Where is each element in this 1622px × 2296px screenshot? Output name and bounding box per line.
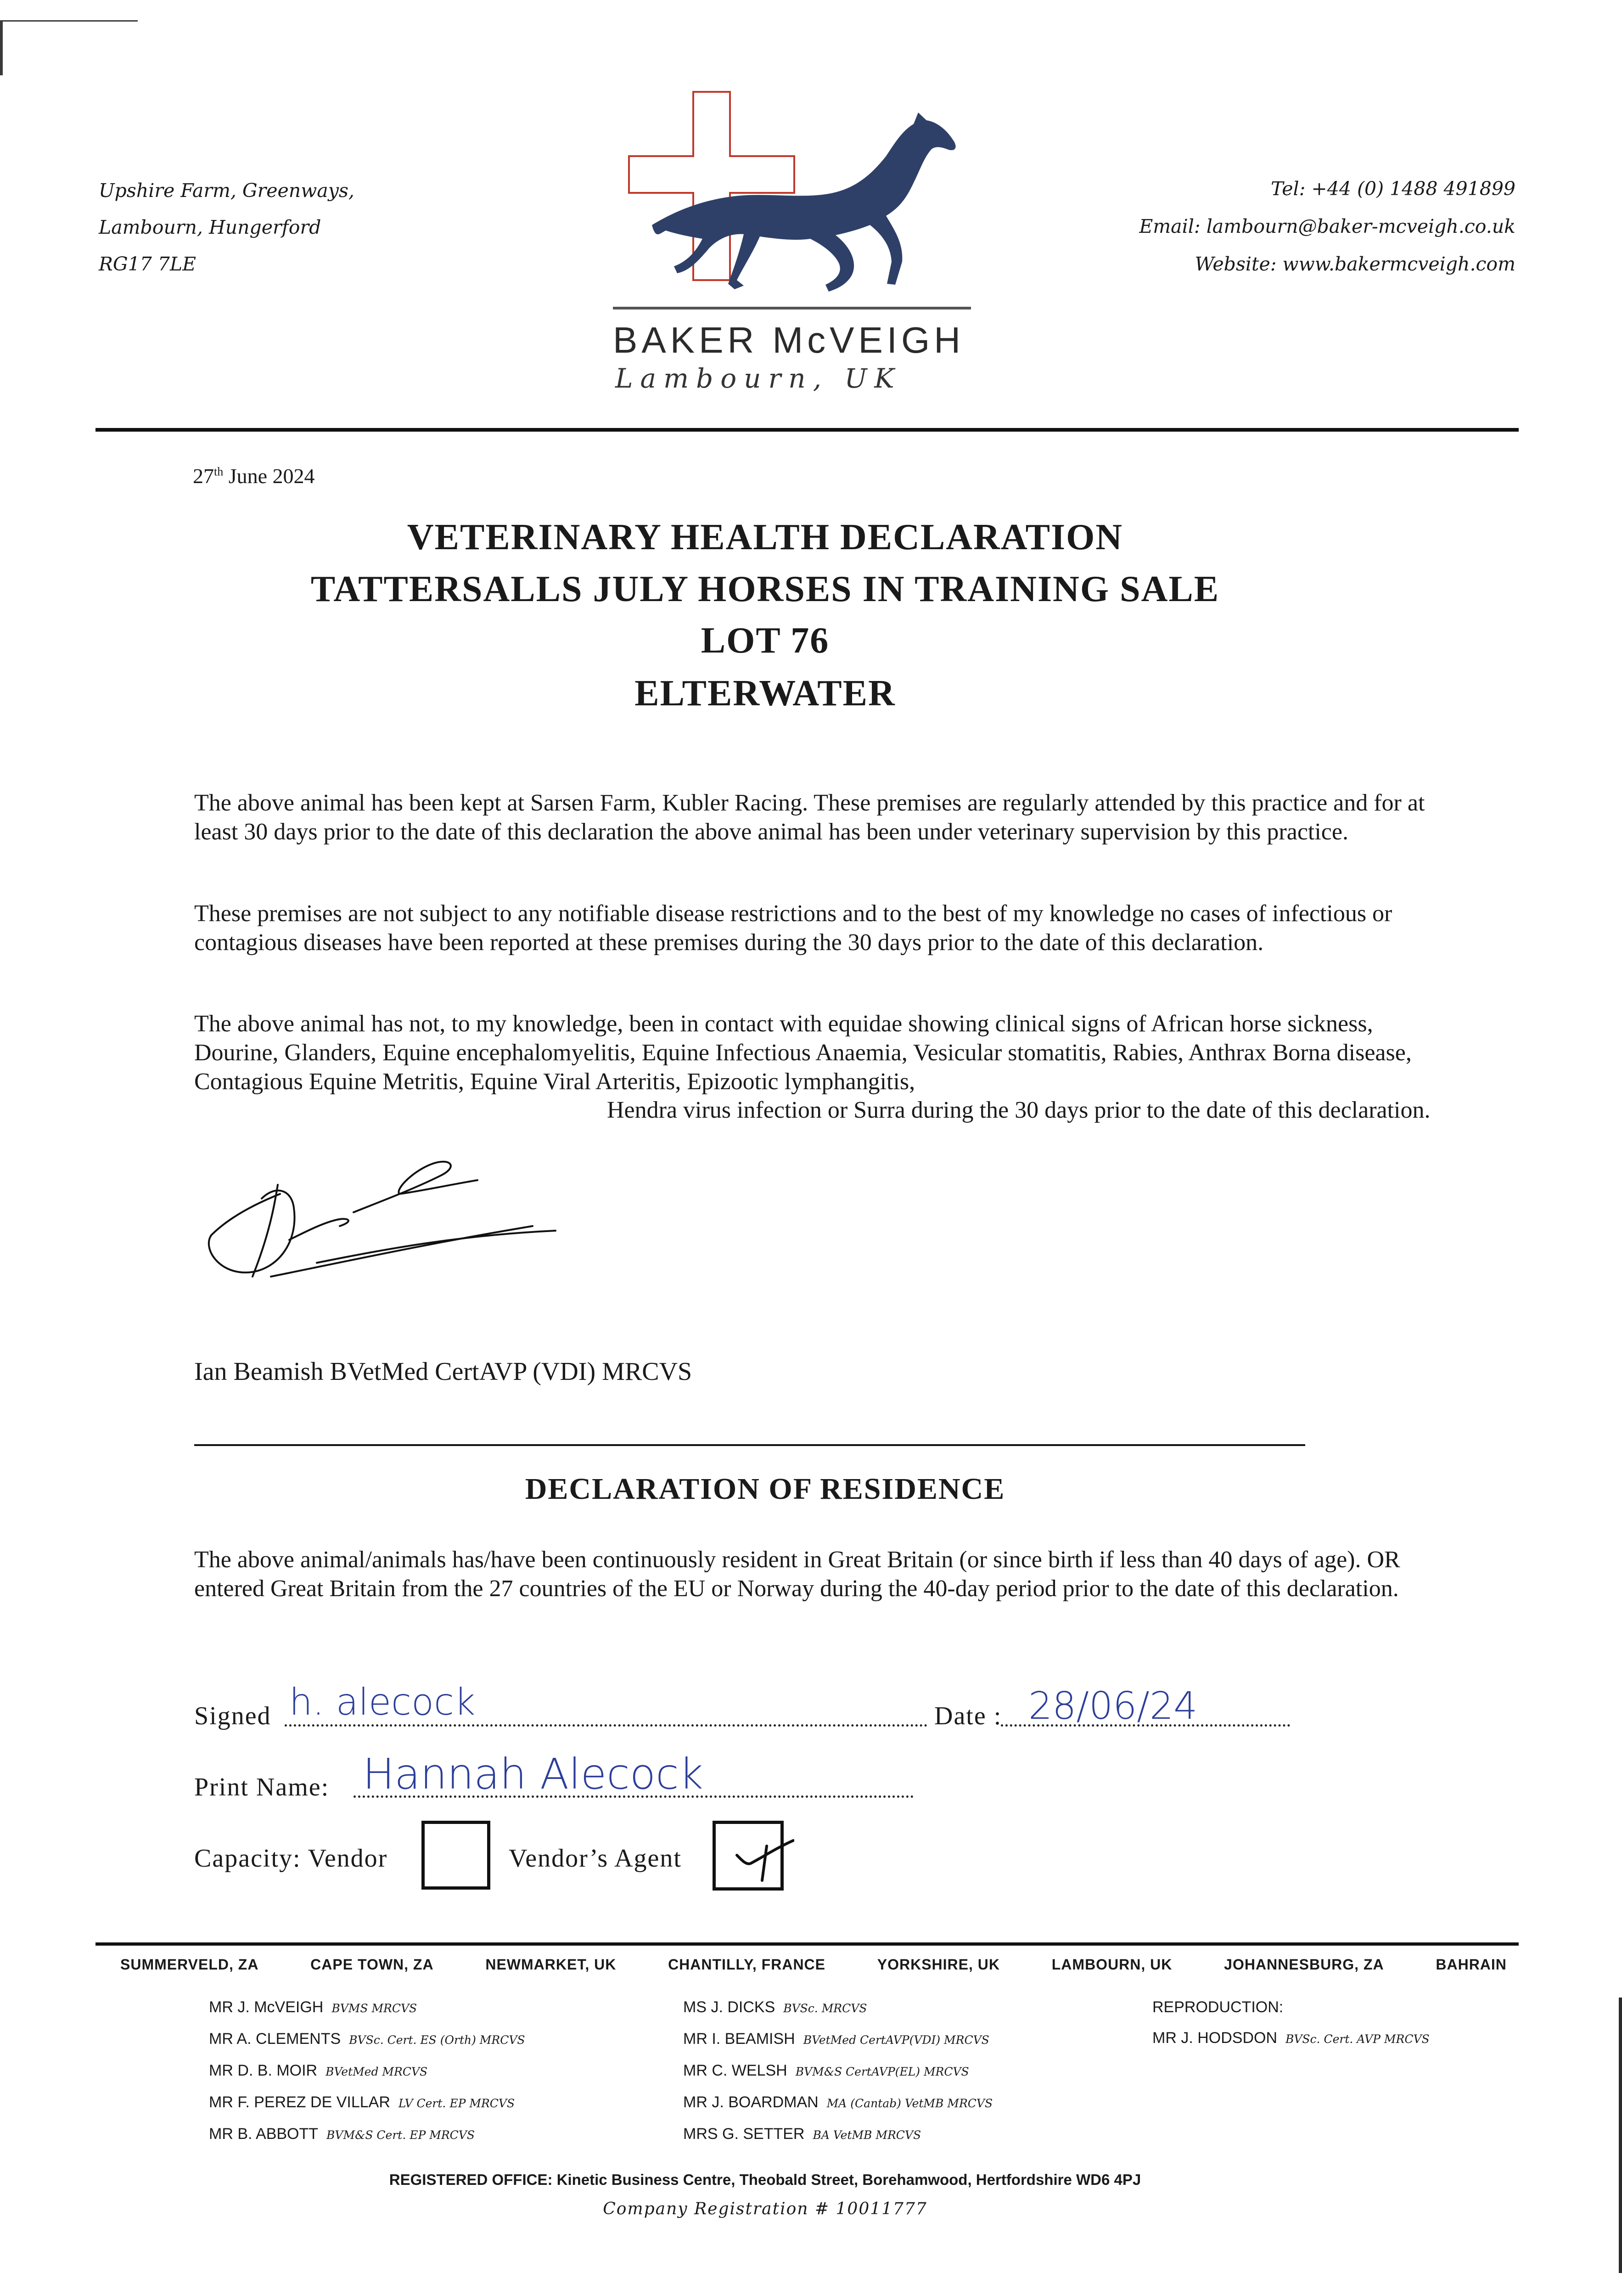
declaration-title: VETERINARY HEALTH DECLARATION (407, 517, 1123, 557)
staff-name: MR A. CLEMENTS (209, 2030, 341, 2048)
staff-member (683, 2024, 993, 2055)
vendor-checkbox[interactable] (421, 1821, 490, 1890)
lot-number: LOT 76 (701, 620, 830, 661)
staff-qualifications: BVetMed MRCVS (326, 2065, 428, 2078)
date-month-year: June 2024 (223, 464, 315, 488)
branch-item: BAHRAIN (1436, 1956, 1507, 1973)
telephone: Tel: +44 (0) 1488 491899 (1271, 178, 1515, 200)
staff-qualifications: MA (Cantab) VetMB MRCVS (826, 2097, 993, 2110)
staff-qualifications: BVM&S CertAVP(EL) MRCVS (795, 2065, 969, 2078)
staff-member (209, 2119, 525, 2150)
disease-restrictions-paragraph: These premises are not subject to any notifiable disease restrictions and to the best of my knowledge no cases of infectious or contagious diseases have been reported at these premises during the 30 days prior to the date of this declaration. (194, 900, 1392, 956)
email-address: Email: lambourn@baker-mcveigh.co.uk (1139, 215, 1515, 237)
staff-qualifications: BVetMed CertAVP(VDI) MRCVS (803, 2033, 989, 2047)
address-line: Lambourn, Hungerford (99, 216, 321, 238)
staff-qualifications: LV Cert. EP MRCVS (398, 2097, 515, 2110)
residence-paragraph: The above animal/animals has/have been continuously resident in Great Britain (or since birth if less than 40 days of age). OR entered Great Britain from the 27 countries of the EU or Norway during the 40-day period prior to the date of this declaration. (194, 1547, 1400, 1602)
vet-signature (202, 1139, 578, 1304)
date-value: 28/06/24 (1028, 1684, 1198, 1728)
branch-item: CAPE TOWN, ZA (310, 1956, 434, 1973)
staff-member (683, 2055, 993, 2087)
staff-qualifications: BVSc. Cert. AVP MRCVS (1285, 2032, 1430, 2046)
staff-qualifications: BVMS MRCVS (331, 2002, 417, 2015)
date-day: 27 (193, 464, 214, 488)
header-divider (95, 428, 1519, 432)
scan-edge-left (0, 20, 3, 75)
brand-name: BAKER McVEIGH (613, 320, 965, 360)
staff-name: MR C. WELSH (683, 2062, 787, 2079)
signature-drawing (202, 1139, 578, 1304)
print-name-label: Print Name: (194, 1773, 330, 1801)
branch-item: JOHANNESBURG, ZA (1224, 1956, 1384, 1973)
check-mark-drawing (735, 1832, 794, 1883)
staff-name: MR D. B. MOIR (209, 2062, 318, 2079)
staff-qualifications: BVSc. MRCVS (783, 2002, 867, 2015)
date-suffix: th (214, 465, 224, 478)
section-divider (194, 1444, 1305, 1446)
staff-name: MS J. DICKS (683, 1998, 775, 2016)
brand-divider (613, 307, 971, 310)
vendors-agent-label: Vendor’s Agent (509, 1844, 682, 1873)
staff-name: MR B. ABBOTT (209, 2125, 319, 2143)
date-label: Date : (934, 1702, 1002, 1730)
staff-name: MR J. BOARDMAN (683, 2093, 819, 2111)
staff-name: MR J. McVEIGH (209, 1998, 324, 2016)
staff-member (683, 2119, 993, 2150)
branch-item: YORKSHIRE, UK (877, 1956, 1000, 1973)
branch-item: SUMMERVELD, ZA (120, 1956, 259, 1973)
registered-office: REGISTERED OFFICE: Kinetic Business Centre, Theobald Street, Borehamwood, Hertfordshire WD6 4PJ (389, 2171, 1141, 2188)
reproduction-label: REPRODUCTION: (1152, 1998, 1284, 2016)
staff-member (1152, 2023, 1430, 2054)
signed-label: Signed (194, 1702, 271, 1730)
capacity-vendor-label: Capacity: Vendor (194, 1844, 388, 1873)
letter-date (193, 464, 315, 488)
branch-item: CHANTILLY, FRANCE (668, 1956, 825, 1973)
premises-paragraph: The above animal has been kept at Sarsen Farm, Kubler Racing. These premises are regularly attended by this practice and for at least 30 days prior to the date of this declaration the above animal has been under veterinary supervision by this practice. (194, 790, 1425, 845)
reproduction-column (1152, 1992, 1430, 2054)
contact-paragraph-continuation: Hendra virus infection or Surra during the 30 days prior to the date of this declaration. (607, 1097, 1431, 1123)
brand-location: Lambourn, UK (615, 363, 902, 394)
staff-name: MRS G. SETTER (683, 2125, 805, 2143)
check-mark-icon (735, 1832, 794, 1883)
signed-value: h. alecock (289, 1681, 476, 1723)
company-registration: Company Registration # 10011777 (603, 2200, 927, 2218)
practice-contact (1139, 170, 1515, 283)
print-name-value: Hannah Alecock (363, 1750, 703, 1799)
staff-name: MR I. BEAMISH (683, 2030, 795, 2048)
website: Website: www.bakermcveigh.com (1195, 253, 1515, 275)
residence-title: DECLARATION OF RESIDENCE (525, 1472, 1005, 1506)
signed-field[interactable] (285, 1724, 927, 1727)
practice-address (99, 172, 354, 282)
branch-list (120, 1956, 1507, 1973)
contact-paragraph: The above animal has not, to my knowledge, been in contact with equidae showing clinical signs of African horse sickness, Dourine, Glanders, Equine encephalomyelitis, Equine Infectious Anaemia, Vesicular stomatitis, Rabies, Anthrax Borna disease, Contagious Equine Metritis, Equine Viral Arteritis, Epizootic lymphangitis, (194, 1011, 1412, 1095)
staff-name: MR J. HODSDON (1152, 2029, 1277, 2047)
staff-column (683, 1992, 993, 2150)
sale-title: TATTERSALLS JULY HORSES IN TRAINING SALE (310, 569, 1220, 609)
staff-member (683, 1992, 993, 2024)
horse-name: ELTERWATER (634, 673, 896, 714)
staff-member (209, 2055, 525, 2087)
horse-logo-icon (620, 87, 987, 308)
scan-edge-top (0, 20, 138, 22)
staff-member (209, 1992, 525, 2024)
branch-item: LAMBOURN, UK (1051, 1956, 1173, 1973)
staff-member (209, 2024, 525, 2055)
staff-column (209, 1992, 525, 2150)
staff-member (683, 2087, 993, 2119)
staff-name: MR F. PEREZ DE VILLAR (209, 2093, 390, 2111)
address-line: Upshire Farm, Greenways, (99, 180, 354, 202)
horse-and-cross-logo (620, 87, 987, 308)
staff-qualifications: BA VetMB MRCVS (813, 2128, 921, 2142)
branch-item: NEWMARKET, UK (485, 1956, 617, 1973)
staff-member (209, 2087, 525, 2119)
footer-divider (95, 1942, 1519, 1946)
staff-qualifications: BVM&S Cert. EP MRCVS (326, 2128, 475, 2142)
staff-qualifications: BVSc. Cert. ES (Orth) MRCVS (349, 2033, 525, 2047)
signatory-name: Ian Beamish BVetMed CertAVP (VDI) MRCVS (194, 1357, 692, 1386)
address-line: RG17 7LE (99, 253, 196, 275)
scan-edge-right (1619, 1998, 1622, 2273)
